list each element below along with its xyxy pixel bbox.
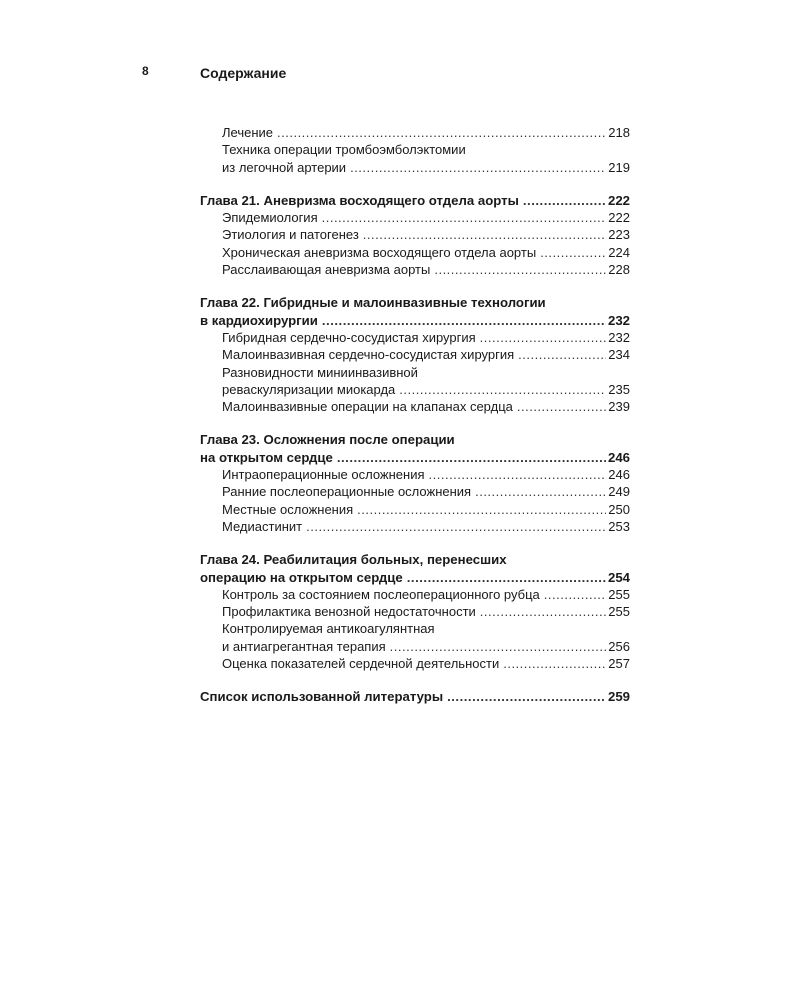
toc-entry-title: и антиагрегантная терапия — [222, 638, 386, 654]
running-title: Содержание — [200, 65, 287, 81]
toc-entry-page: 249 — [608, 484, 630, 500]
toc-entry-title: Эпидемиология — [222, 210, 318, 226]
toc-entry-title: Гибридная сердечно-сосудистая хирургия — [222, 329, 476, 345]
dot-leader — [480, 329, 607, 346]
toc-references — [200, 688, 630, 705]
dot-leader — [407, 569, 606, 586]
toc-entry — [200, 329, 630, 346]
dot-leader — [518, 346, 606, 363]
toc-entry — [200, 483, 630, 500]
toc-entry — [200, 244, 630, 261]
toc-entry-title: Местные осложнения — [222, 501, 354, 517]
chapter-title: на открытом сердце — [200, 449, 333, 465]
toc-entry — [200, 603, 630, 620]
toc-entry-page: 232 — [608, 329, 630, 345]
dot-leader — [306, 518, 606, 535]
toc-entry-title: Оценка показателей сердечной деятельности — [222, 656, 500, 672]
chapter-page: 259 — [607, 689, 630, 705]
dot-leader — [277, 124, 606, 141]
chapter-title-line: Глава 24. Реабилитация больных, перенесших — [200, 552, 507, 568]
dot-leader — [322, 209, 607, 226]
dot-leader — [434, 261, 606, 278]
chapter-page: 246 — [607, 449, 630, 465]
toc-entry — [200, 381, 630, 398]
dot-leader — [544, 586, 607, 603]
toc-entry — [200, 501, 630, 518]
chapter-page: 232 — [607, 312, 630, 328]
toc-entry-page: 256 — [608, 638, 630, 654]
toc-entry-title: Лечение — [222, 125, 274, 140]
dot-leader — [480, 603, 607, 620]
chapter-title-line: Глава 22. Гибридные и малоинвазивные технологии — [200, 295, 546, 311]
dot-leader — [399, 381, 606, 398]
dot-leader — [357, 501, 606, 518]
dot-leader — [322, 312, 606, 329]
toc-entry-page: 239 — [608, 399, 630, 415]
dot-leader — [350, 159, 606, 176]
chapter-title: Список использованной литературы — [200, 689, 444, 705]
toc-entry — [200, 346, 630, 363]
toc-entry-title: Этиология и патогенез — [222, 227, 359, 243]
toc-entry-title: из легочной артерии — [222, 159, 347, 175]
dot-leader — [447, 688, 606, 705]
toc-chapter-24 — [200, 569, 630, 586]
toc-entry-page: 222 — [608, 210, 630, 226]
toc-entry-title: Интраоперационные осложнения — [222, 467, 425, 483]
toc-chapter-22 — [200, 312, 630, 329]
toc-entry-title: Хроническая аневризма восходящего отдела аорты — [222, 244, 537, 260]
toc-chapter-21 — [200, 192, 630, 209]
toc-entry-page: 228 — [608, 262, 630, 278]
toc-entry-title: Ранние послеоперационные осложнения — [222, 484, 472, 500]
dot-leader — [503, 655, 606, 672]
chapter-title: в кардиохирургии — [200, 312, 318, 328]
toc-entry — [200, 398, 630, 415]
toc-entry-title-line: Техника операции тромбоэмболэктомии — [222, 142, 466, 158]
dot-leader — [540, 244, 606, 261]
chapter-title: операцию на открытом сердце — [200, 569, 403, 585]
toc-entry-title: реваскуляризации миокарда — [222, 381, 396, 397]
toc-entry-page: 234 — [608, 347, 630, 363]
toc-entry-title-line: Контролируемая антикоагулянтная — [222, 621, 435, 637]
dot-leader — [337, 449, 606, 466]
toc-chapter-23 — [200, 449, 630, 466]
dot-leader — [523, 192, 606, 209]
dot-leader — [363, 226, 607, 243]
toc-entry-page: 246 — [608, 467, 630, 483]
toc-entry-page: 218 — [608, 125, 630, 140]
chapter-page: 254 — [607, 569, 630, 585]
chapter-page: 222 — [607, 192, 630, 208]
table-of-contents — [200, 124, 630, 706]
toc-entry-title: Контроль за состоянием послеоперационного рубца — [222, 586, 540, 602]
dot-leader — [517, 398, 606, 415]
toc-entry-title: Медиастинит — [222, 518, 303, 534]
toc-entry-page: 253 — [608, 518, 630, 534]
toc-entry — [200, 518, 630, 535]
toc-entry-page: 250 — [608, 501, 630, 517]
toc-entry — [200, 638, 630, 655]
toc-entry — [200, 226, 630, 243]
page-number: 8 — [142, 64, 149, 78]
dot-leader — [390, 638, 607, 655]
toc-entry-page: 257 — [608, 656, 630, 672]
toc-entry-page: 235 — [608, 381, 630, 397]
toc-entry — [200, 466, 630, 483]
toc-entry-page: 255 — [608, 604, 630, 620]
toc-entry-title-line: Разновидности миниинвазивной — [222, 364, 418, 380]
toc-entry — [200, 159, 630, 176]
toc-entry — [200, 209, 630, 226]
dot-leader — [475, 483, 606, 500]
toc-entry-title: Малоинвазивная сердечно-сосудистая хирургия — [222, 347, 515, 363]
toc-entry — [200, 586, 630, 603]
toc-entry-page: 255 — [608, 586, 630, 602]
toc-entry-title: Расслаивающая аневризма аорты — [222, 262, 431, 278]
chapter-title: Глава 21. Аневризма восходящего отдела аорты — [200, 192, 519, 208]
toc-entry-page: 223 — [608, 227, 630, 243]
toc-entry — [200, 261, 630, 278]
chapter-title-line: Глава 23. Осложнения после операции — [200, 432, 455, 448]
dot-leader — [429, 466, 607, 483]
toc-entry-page: 219 — [608, 159, 630, 175]
toc-entry-page: 224 — [608, 244, 630, 260]
toc-entry — [200, 655, 630, 672]
toc-entry-title: Малоинвазивные операции на клапанах сердца — [222, 399, 513, 415]
toc-entry-title: Профилактика венозной недостаточности — [222, 604, 476, 620]
toc-entry — [200, 124, 630, 141]
